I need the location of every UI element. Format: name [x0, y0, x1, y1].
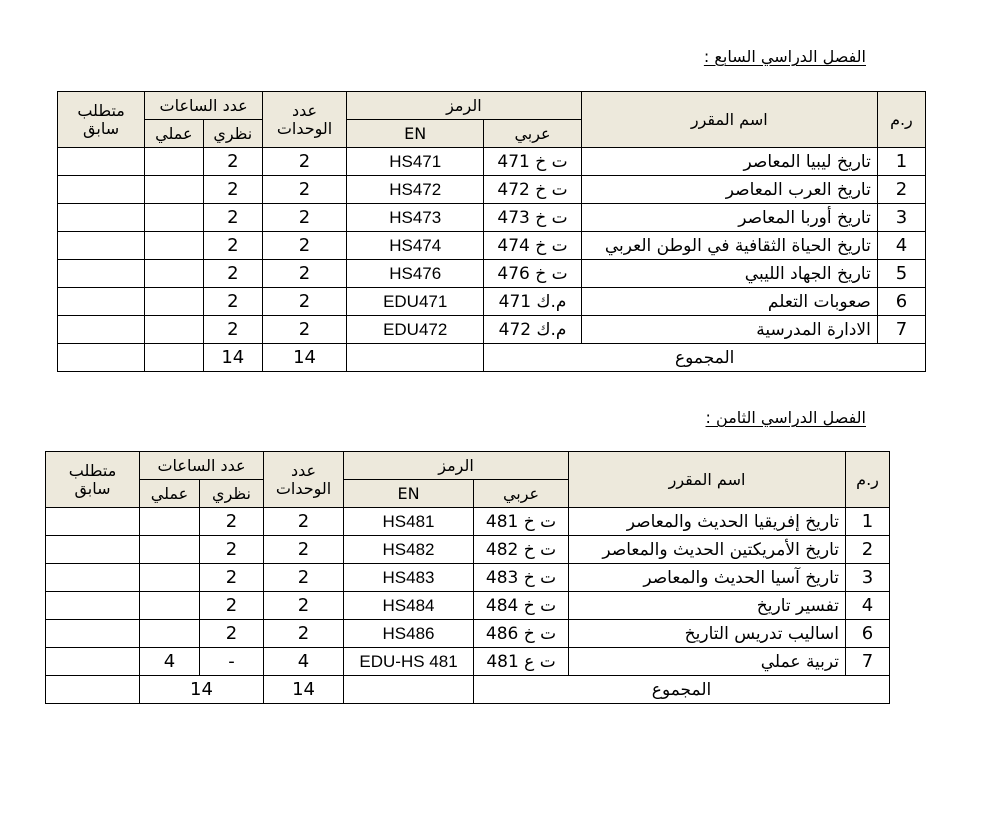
code-english-cell: HS483: [344, 564, 474, 592]
header-units: [263, 92, 347, 148]
course-name-cell: تفسير تاريخ: [569, 592, 846, 620]
header-prereq-line1: متطلب: [77, 100, 125, 120]
course-name-cell: تاريخ إفريقيا الحديث والمعاصر: [569, 508, 846, 536]
code-arabic-cell: ت خ 483: [474, 564, 569, 592]
header-units: [264, 452, 344, 508]
practical-hours-cell: [145, 176, 203, 204]
theory-hours-cell: 2: [200, 536, 264, 564]
units-cell: 2: [264, 620, 344, 648]
theory-hours-cell: -: [200, 648, 264, 676]
total-empty-cell: [46, 676, 140, 704]
header-code: الرمز: [344, 452, 569, 480]
table-row: [58, 176, 926, 204]
row-number-cell: 7: [877, 316, 925, 344]
prerequisite-cell: [58, 232, 145, 260]
row-number-cell: 6: [846, 620, 890, 648]
course-name-cell: تاريخ العرب المعاصر: [581, 176, 877, 204]
units-cell: 2: [263, 204, 347, 232]
code-english-cell: HS473: [347, 204, 484, 232]
course-name-cell: تاريخ آسيا الحديث والمعاصر: [569, 564, 846, 592]
theory-hours-cell: 2: [203, 148, 262, 176]
code-arabic-cell: ت خ 474: [484, 232, 581, 260]
row-number-cell: 2: [877, 176, 925, 204]
header-prereq-line2: سابق: [83, 118, 120, 138]
header-prereq: [46, 452, 140, 508]
units-cell: 2: [264, 592, 344, 620]
theory-hours-cell: 2: [200, 592, 264, 620]
total-label: المجموع: [474, 676, 890, 704]
header-code: الرمز: [347, 92, 582, 120]
header-units-line1: عدد: [291, 100, 318, 120]
course-name-cell: تاريخ الأمريكتين الحديث والمعاصر: [569, 536, 846, 564]
total-label: المجموع: [484, 344, 926, 372]
row-number-cell: 4: [877, 232, 925, 260]
table-row: [58, 316, 926, 344]
practical-hours-cell: [140, 592, 200, 620]
theory-hours-cell: 2: [203, 288, 262, 316]
table-row: [58, 260, 926, 288]
table-row: [58, 148, 926, 176]
row-number-cell: 4: [846, 592, 890, 620]
theory-hours-cell: 2: [203, 204, 262, 232]
total-hours: 14: [203, 344, 262, 372]
course-name-cell: تاريخ الحياة الثقافية في الوطن العربي: [581, 232, 877, 260]
code-english-cell: HS482: [344, 536, 474, 564]
total-empty-cell: [58, 344, 145, 372]
code-arabic-cell: ت خ 484: [474, 592, 569, 620]
units-cell: 2: [263, 232, 347, 260]
header-prereq: [58, 92, 145, 148]
units-cell: 2: [263, 260, 347, 288]
header-code-ar: عربي: [484, 120, 581, 148]
table-row: [58, 204, 926, 232]
header-no: ر.م: [846, 452, 890, 508]
semester8-table-body: [46, 452, 890, 704]
code-arabic-cell: ت خ 482: [474, 536, 569, 564]
semester7-table: [57, 91, 926, 372]
units-cell: 4: [264, 648, 344, 676]
course-name-cell: تاريخ الجهاد الليبي: [581, 260, 877, 288]
code-arabic-cell: ت خ 486: [474, 620, 569, 648]
prerequisite-cell: [46, 648, 140, 676]
header-course-name: اسم المقرر: [569, 452, 846, 508]
code-english-cell: EDU472: [347, 316, 484, 344]
table-row: [46, 592, 890, 620]
table-row: [58, 232, 926, 260]
header-hours: عدد الساعات: [140, 452, 264, 480]
course-name-cell: اساليب تدريس التاريخ: [569, 620, 846, 648]
header-prereq-line2: سابق: [74, 478, 111, 498]
prerequisite-cell: [46, 508, 140, 536]
code-arabic-cell: ت خ 473: [484, 204, 581, 232]
practical-hours-cell: [145, 232, 203, 260]
practical-hours-cell: [145, 316, 203, 344]
theory-hours-cell: 2: [203, 176, 262, 204]
practical-hours-cell: [140, 620, 200, 648]
code-arabic-cell: م.ك 472: [484, 316, 581, 344]
units-cell: 2: [263, 148, 347, 176]
row-number-cell: 1: [877, 148, 925, 176]
prerequisite-cell: [58, 176, 145, 204]
practical-hours-cell: [140, 536, 200, 564]
header-units-line1: عدد: [290, 460, 317, 480]
units-cell: 2: [264, 508, 344, 536]
semester8-table: [45, 451, 890, 704]
header-course-name: اسم المقرر: [581, 92, 877, 148]
units-cell: 2: [263, 288, 347, 316]
header-hours: عدد الساعات: [145, 92, 263, 120]
row-number-cell: 5: [877, 260, 925, 288]
total-empty-cell: [145, 344, 203, 372]
course-name-cell: الادارة المدرسية: [581, 316, 877, 344]
units-cell: 2: [263, 316, 347, 344]
row-number-cell: 3: [846, 564, 890, 592]
theory-hours-cell: 2: [200, 508, 264, 536]
practical-hours-cell: [145, 148, 203, 176]
units-cell: 2: [264, 564, 344, 592]
total-empty-cell: [344, 676, 474, 704]
practical-hours-cell: [145, 204, 203, 232]
header-prereq-line1: متطلب: [68, 460, 117, 480]
code-english-cell: HS476: [347, 260, 484, 288]
semester8-title: الفصل الدراسي الثامن :: [705, 408, 866, 427]
row-number-cell: 2: [846, 536, 890, 564]
units-cell: 2: [263, 176, 347, 204]
prerequisite-cell: [58, 316, 145, 344]
practical-hours-cell: [145, 260, 203, 288]
header-code-ar: عربي: [474, 480, 569, 508]
prerequisite-cell: [58, 148, 145, 176]
prerequisite-cell: [58, 204, 145, 232]
prerequisite-cell: [58, 260, 145, 288]
total-row: [46, 676, 890, 704]
row-number-cell: 3: [877, 204, 925, 232]
prerequisite-cell: [46, 536, 140, 564]
header-practical: عملي: [140, 480, 200, 508]
table-row: [46, 508, 890, 536]
prerequisite-cell: [46, 592, 140, 620]
semester7-table-body: [58, 92, 926, 372]
header-theory: نظري: [203, 120, 262, 148]
prerequisite-cell: [58, 288, 145, 316]
row-number-cell: 1: [846, 508, 890, 536]
theory-hours-cell: 2: [200, 564, 264, 592]
total-hours: 14: [140, 676, 264, 704]
code-arabic-cell: ت خ 476: [484, 260, 581, 288]
header-theory: نظري: [200, 480, 264, 508]
header-units-line2: الوحدات: [275, 478, 332, 498]
code-english-cell: HS471: [347, 148, 484, 176]
theory-hours-cell: 2: [203, 232, 262, 260]
course-name-cell: تربية عملي: [569, 648, 846, 676]
table-row: [46, 620, 890, 648]
header-units-line2: الوحدات: [276, 118, 333, 138]
code-english-cell: HS481: [344, 508, 474, 536]
prerequisite-cell: [46, 620, 140, 648]
header-practical: عملي: [145, 120, 203, 148]
course-name-cell: تاريخ أوربا المعاصر: [581, 204, 877, 232]
course-name-cell: تاريخ ليبيا المعاصر: [581, 148, 877, 176]
code-arabic-cell: ت ع 481: [474, 648, 569, 676]
theory-hours-cell: 2: [203, 316, 262, 344]
table-row: [46, 648, 890, 676]
code-arabic-cell: م.ك 471: [484, 288, 581, 316]
practical-hours-cell: [145, 288, 203, 316]
practical-hours-cell: 4: [140, 648, 200, 676]
table-row: [46, 536, 890, 564]
header-code-en: EN: [347, 120, 484, 148]
table-row: [46, 564, 890, 592]
prerequisite-cell: [46, 564, 140, 592]
code-english-cell: HS486: [344, 620, 474, 648]
code-english-cell: HS474: [347, 232, 484, 260]
table-row: [58, 288, 926, 316]
course-name-cell: صعوبات التعلم: [581, 288, 877, 316]
practical-hours-cell: [140, 508, 200, 536]
semester7-title: الفصل الدراسي السابع :: [703, 47, 866, 66]
code-english-cell: EDU-HS 481: [344, 648, 474, 676]
code-english-cell: EDU471: [347, 288, 484, 316]
row-number-cell: 6: [877, 288, 925, 316]
code-arabic-cell: ت خ 472: [484, 176, 581, 204]
code-arabic-cell: ت خ 481: [474, 508, 569, 536]
practical-hours-cell: [140, 564, 200, 592]
code-arabic-cell: ت خ 471: [484, 148, 581, 176]
total-row: [58, 344, 926, 372]
total-empty-cell: [347, 344, 484, 372]
theory-hours-cell: 2: [200, 620, 264, 648]
units-cell: 2: [264, 536, 344, 564]
code-english-cell: HS484: [344, 592, 474, 620]
row-number-cell: 7: [846, 648, 890, 676]
header-no: ر.م: [877, 92, 925, 148]
theory-hours-cell: 2: [203, 260, 262, 288]
total-units: 14: [263, 344, 347, 372]
total-units: 14: [264, 676, 344, 704]
code-english-cell: HS472: [347, 176, 484, 204]
header-code-en: EN: [344, 480, 474, 508]
